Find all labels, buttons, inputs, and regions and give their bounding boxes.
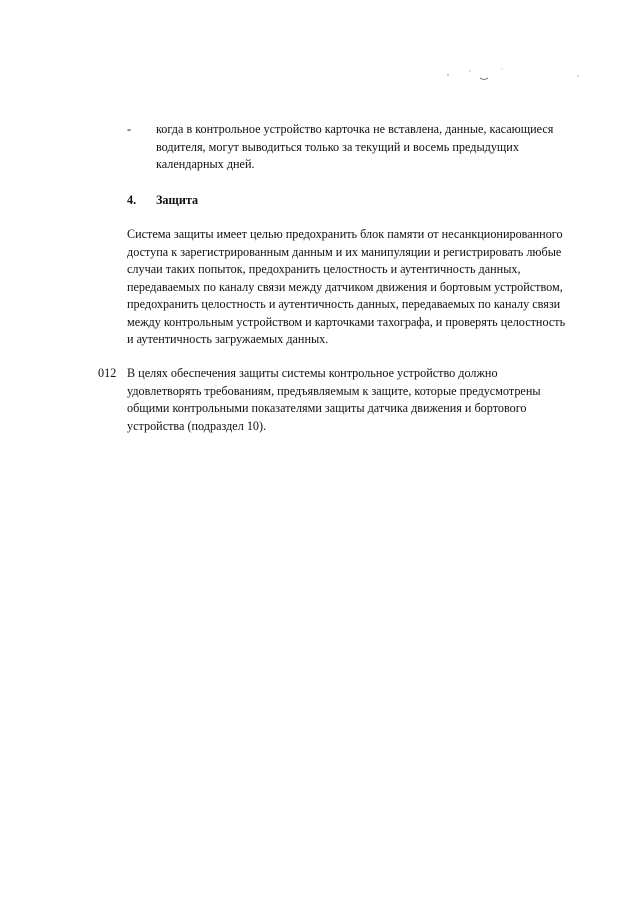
text-line: передаваемых по каналу связи между датчиком движения и бортовым устройством, xyxy=(127,279,563,294)
scan-artifact-marks xyxy=(440,66,590,86)
text-line: устройства (подраздел 10). xyxy=(127,418,267,433)
section-paragraph xyxy=(127,226,587,349)
text-line: между контрольным устройством и карточками тахографа, и проверять целостность xyxy=(127,314,566,329)
text-line: календарных дней. xyxy=(156,157,255,171)
text-line: доступа к зарегистрированным данным и их манипуляции и регистрировать любые xyxy=(127,244,562,259)
bullet-paragraph xyxy=(156,121,586,174)
section-number: 4. xyxy=(127,193,137,207)
text-line: В целях обеспечения защиты системы контрольное устройство должно xyxy=(127,366,498,380)
text-line: когда в контрольное устройство карточка не вставлена, данные, касающиеся xyxy=(156,122,554,136)
section-title: Защита xyxy=(156,193,199,207)
text-line: удовлетворять требованиям, предъявляемым к защите, которые предусмотрены xyxy=(127,383,541,398)
text-line: общими контрольными показателями защиты датчика движения и бортового xyxy=(127,401,527,415)
text-line: Система защиты имеет целью предохранить блок памяти от несанкционированного xyxy=(127,227,563,241)
bullet-marker: - xyxy=(127,122,132,136)
section-heading xyxy=(127,192,198,210)
point-paragraph xyxy=(127,365,587,435)
point-number: 012 xyxy=(98,366,117,380)
text-line: случаи таких попыток, предохранить целостность и аутентичность данных, xyxy=(127,262,521,276)
text-line: и аутентичность загружаемых данных. xyxy=(127,332,329,346)
text-line: водителя, могут выводиться только за текущий и восемь предыдущих xyxy=(156,139,519,154)
text-line: предохранить целостность и аутентичность данных, передаваемых по каналу связи xyxy=(127,297,561,311)
